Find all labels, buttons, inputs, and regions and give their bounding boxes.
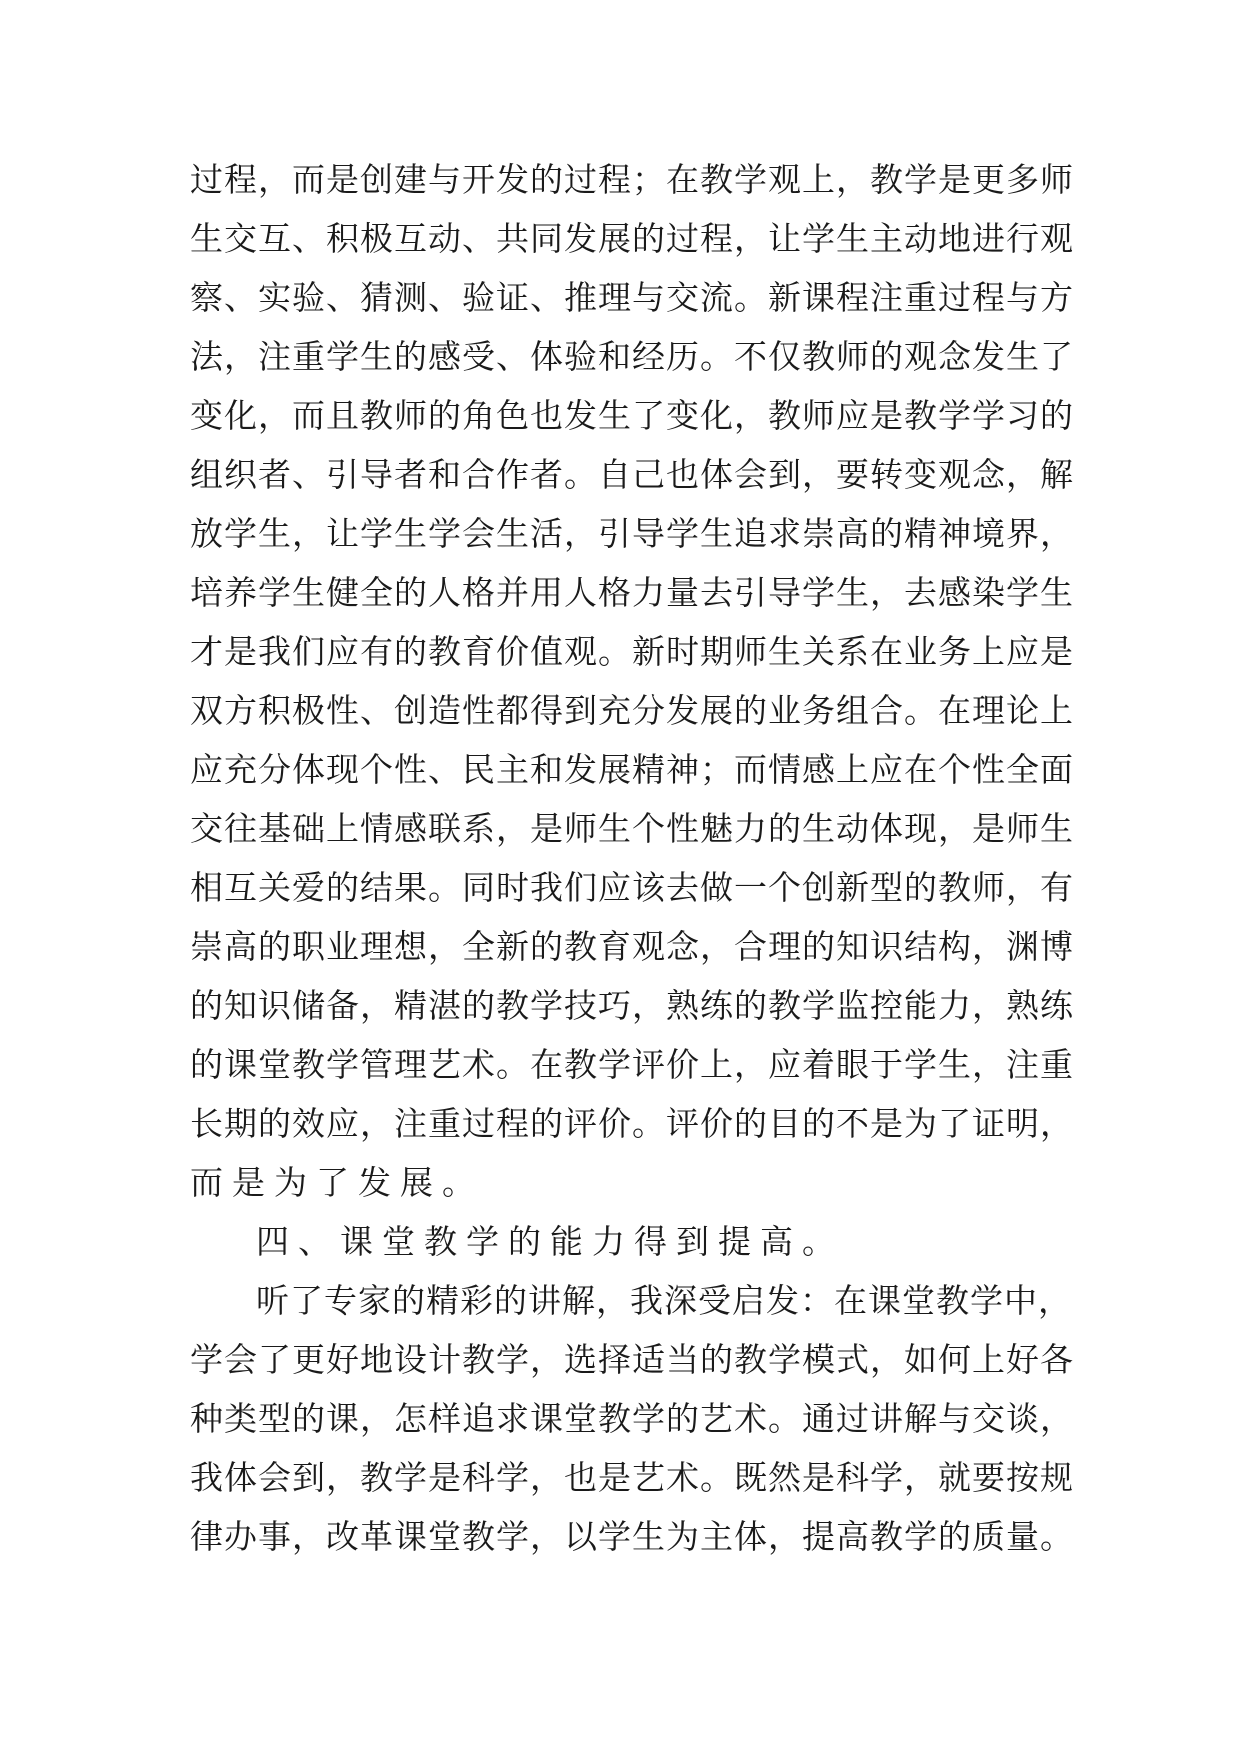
text-line: 交往基础上情感联系，是师生个性魅力的生动体现，是师生 <box>190 809 1074 848</box>
text-line: 种类型的课，怎样追求课堂教学的艺术。通过讲解与交谈， <box>190 1399 1074 1438</box>
text-line: 律办事，改革课堂教学，以学生为主体，提高教学的质量。 <box>190 1517 1074 1556</box>
text-line: 法，注重学生的感受、体验和经历。不仅教师的观念发生了 <box>190 337 1074 376</box>
text-line: 的知识储备，精湛的教学技巧，熟练的教学监控能力，熟练 <box>190 986 1074 1025</box>
text-line: 放学生，让学生学会生活，引导学生追求崇高的精神境界， <box>190 514 1074 553</box>
text-line: 相互关爱的结果。同时我们应该去做一个创新型的教师，有 <box>190 868 1074 907</box>
text-line: 听了专家的精彩的讲解，我深受启发：在课堂教学中， <box>256 1281 1072 1320</box>
text-line: 过程，而是创建与开发的过程；在教学观上，教学是更多师 <box>190 160 1074 199</box>
text-line: 才是我们应有的教育价值观。新时期师生关系在业务上应是 <box>190 632 1074 671</box>
text-line: 而是为了发展。 <box>190 1163 484 1202</box>
text-line: 双方积极性、创造性都得到充分发展的业务组合。在理论上 <box>190 691 1074 730</box>
text-line: 生交互、积极互动、共同发展的过程，让学生主动地进行观 <box>190 219 1074 258</box>
text-line: 培养学生健全的人格并用人格力量去引导学生，去感染学生 <box>190 573 1074 612</box>
text-line: 长期的效应，注重过程的评价。评价的目的不是为了证明， <box>190 1104 1074 1143</box>
text-line: 应充分体现个性、民主和发展精神；而情感上应在个性全面 <box>190 750 1074 789</box>
document-body <box>190 160 1080 1576</box>
text-line: 察、实验、猜测、验证、推理与交流。新课程注重过程与方 <box>190 278 1074 317</box>
text-line: 变化，而且教师的角色也发生了变化，教师应是教学学习的 <box>190 396 1074 435</box>
text-line: 组织者、引导者和合作者。自己也体会到，要转变观念，解 <box>190 455 1074 494</box>
text-line: 崇高的职业理想，全新的教育观念，合理的知识结构，渊博 <box>190 927 1074 966</box>
text-line: 的课堂教学管理艺术。在教学评价上，应着眼于学生，注重 <box>190 1045 1074 1084</box>
text-line: 我体会到，教学是科学，也是艺术。既然是科学，就要按规 <box>190 1458 1074 1497</box>
text-line: 学会了更好地设计教学，选择适当的教学模式，如何上好各 <box>190 1340 1074 1379</box>
text-line: 四、课堂教学的能力得到提高。 <box>256 1222 844 1261</box>
